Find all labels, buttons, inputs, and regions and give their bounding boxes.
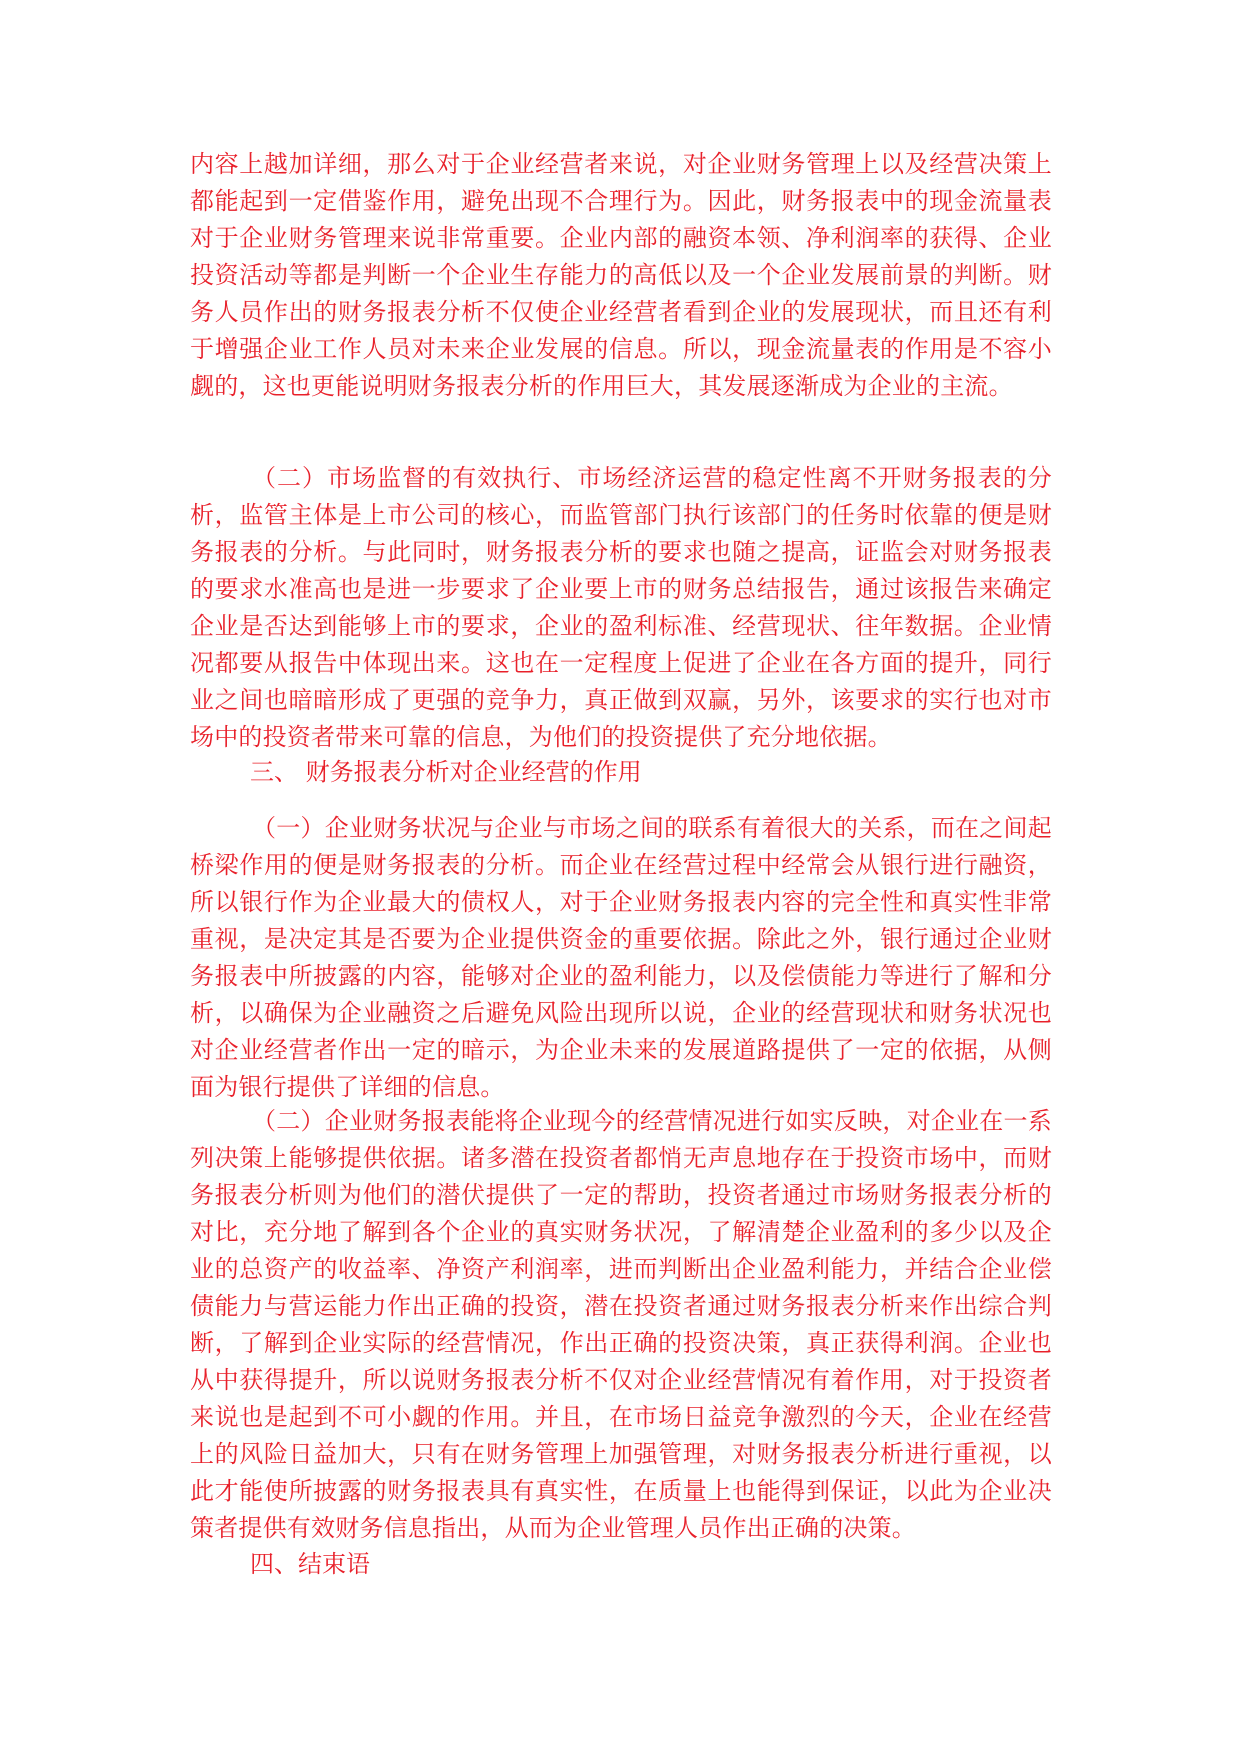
section-heading-conclusion: 四、结束语 [250, 1550, 370, 1578]
paragraph-bank-bridge: （一）企业财务状况与企业与市场之间的联系有着很大的关系，而在之间起桥梁作用的便是财务报表的分析。而企业在经营过程中经常会从银行进行融资，所以银行作为企业最大的债权人，对于企业财务报表内容的完全性和真实性非常重视，是决定其是否要为企业提供资金的重要依据。除此之外，银行通过企业财务报表中所披露的内容，能够对企业的盈利能力，以及偿债能力等进行了解和分析，以确保为企业融资之后避免风险出现所以说，企业的经营现状和财务状况也对企业经营者作出一定的暗示，为企业未来的发展道路提供了一定的依据，从侧面为银行提供了详细的信息。 [190, 814, 1052, 1101]
paragraph-cash-flow-importance: 内容上越加详细，那么对于企业经营者来说，对企业财务管理上以及经营决策上都能起到一定借鉴作用，避免出现不合理行为。因此，财务报表中的现金流量表对于企业财务管理来说非常重要。企业内部的融资本领、净利润率的获得、企业投资活动等都是判断一个企业生存能力的高低以及一个企业发展前景的判断。财务人员作出的财务报表分析不仅使企业经营者看到企业的发展现状，而且还有利于增强企业工作人员对未来企业发展的信息。所以，现金流量表的作用是不容小觑的，这也更能说明财务报表分析的作用巨大，其发展逐渐成为企业的主流。 [190, 150, 1052, 400]
section-heading-three: 三、 财务报表分析对企业经营的作用 [250, 758, 642, 786]
paragraph-market-supervision: （二）市场监督的有效执行、市场经济运营的稳定性离不开财务报表的分析，监管主体是上市公司的核心，而监管部门执行该部门的任务时依靠的便是财务报表的分析。与此同时，财务报表分析的要求也随之提高，证监会对财务报表的要求水准高也是进一步要求了企业要上市的财务总结报告，通过该报告来确定企业是否达到能够上市的要求，企业的盈利标准、经营现状、往年数据。企业情况都要从报告中体现出来。这也在一定程度上促进了企业在各方面的提升，同行业之间也暗暗形成了更强的竞争力，真正做到双赢，另外，该要求的实行也对市场中的投资者带来可靠的信息，为他们的投资提供了充分地依据。 [190, 464, 1052, 751]
paragraph-investor-decisions: （二）企业财务报表能将企业现今的经营情况进行如实反映，对企业在一系列决策上能够提供依据。诸多潜在投资者都悄无声息地存在于投资市场中，而财务报表分析则为他们的潜伏提供了一定的帮助，投资者通过市场财务报表分析的对比，充分地了解到各个企业的真实财务状况，了解清楚企业盈利的多少以及企业的总资产的收益率、净资产利润率，进而判断出企业盈利能力，并结合企业偿债能力与营运能力作出正确的投资，潜在投资者通过财务报表分析来作出综合判断，了解到企业实际的经营情况，作出正确的投资决策，真正获得利润。企业也从中获得提升，所以说财务报表分析不仅对企业经营情况有着作用，对于投资者来说也是起到不可小觑的作用。并且，在市场日益竞争激烈的今天，企业在经营上的风险日益加大，只有在财务管理上加强管理，对财务报表分析进行重视，以此才能使所披露的财务报表具有真实性，在质量上也能得到保证，以此为企业决策者提供有效财务信息指出，从而为企业管理人员作出正确的决策。 [190, 1107, 1052, 1542]
